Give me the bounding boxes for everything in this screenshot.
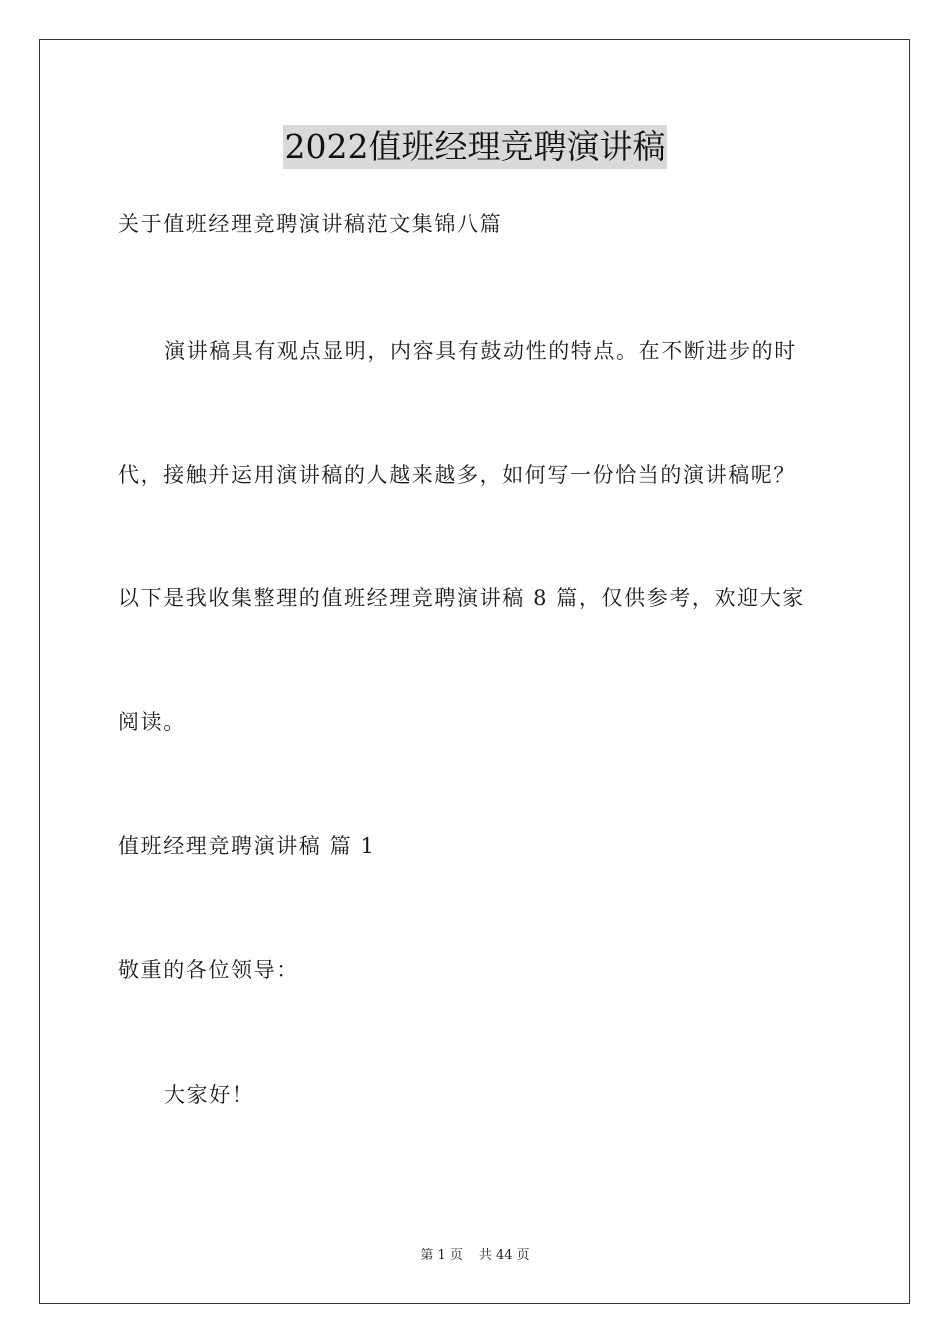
title-container xyxy=(0,125,950,169)
page-number: 第 1 页 xyxy=(420,1248,463,1263)
page-footer xyxy=(0,1247,950,1265)
document-title: 2022值班经理竞聘演讲稿 xyxy=(283,125,668,169)
paragraph-line-3: 以下是我收集整理的值班经理竞聘演讲稿 8 篇，仅供参考，欢迎大家 xyxy=(118,586,805,610)
paragraph-line-2: 代，接触并运用演讲稿的人越来越多，如何写一份恰当的演讲稿呢？ xyxy=(118,463,796,487)
greeting: 大家好！ xyxy=(164,1083,255,1107)
document-subtitle: 关于值班经理竞聘演讲稿范文集锦八篇 xyxy=(118,212,503,236)
section-heading: 值班经理竞聘演讲稿 篇 1 xyxy=(118,834,376,858)
paragraph-line-1: 演讲稿具有观点显明，内容具有鼓动性的特点。在不断进步的时 xyxy=(164,339,797,363)
paragraph-line-4: 阅读。 xyxy=(118,710,186,734)
page-total: 共 44 页 xyxy=(478,1248,530,1263)
salutation: 敬重的各位领导： xyxy=(118,958,299,982)
